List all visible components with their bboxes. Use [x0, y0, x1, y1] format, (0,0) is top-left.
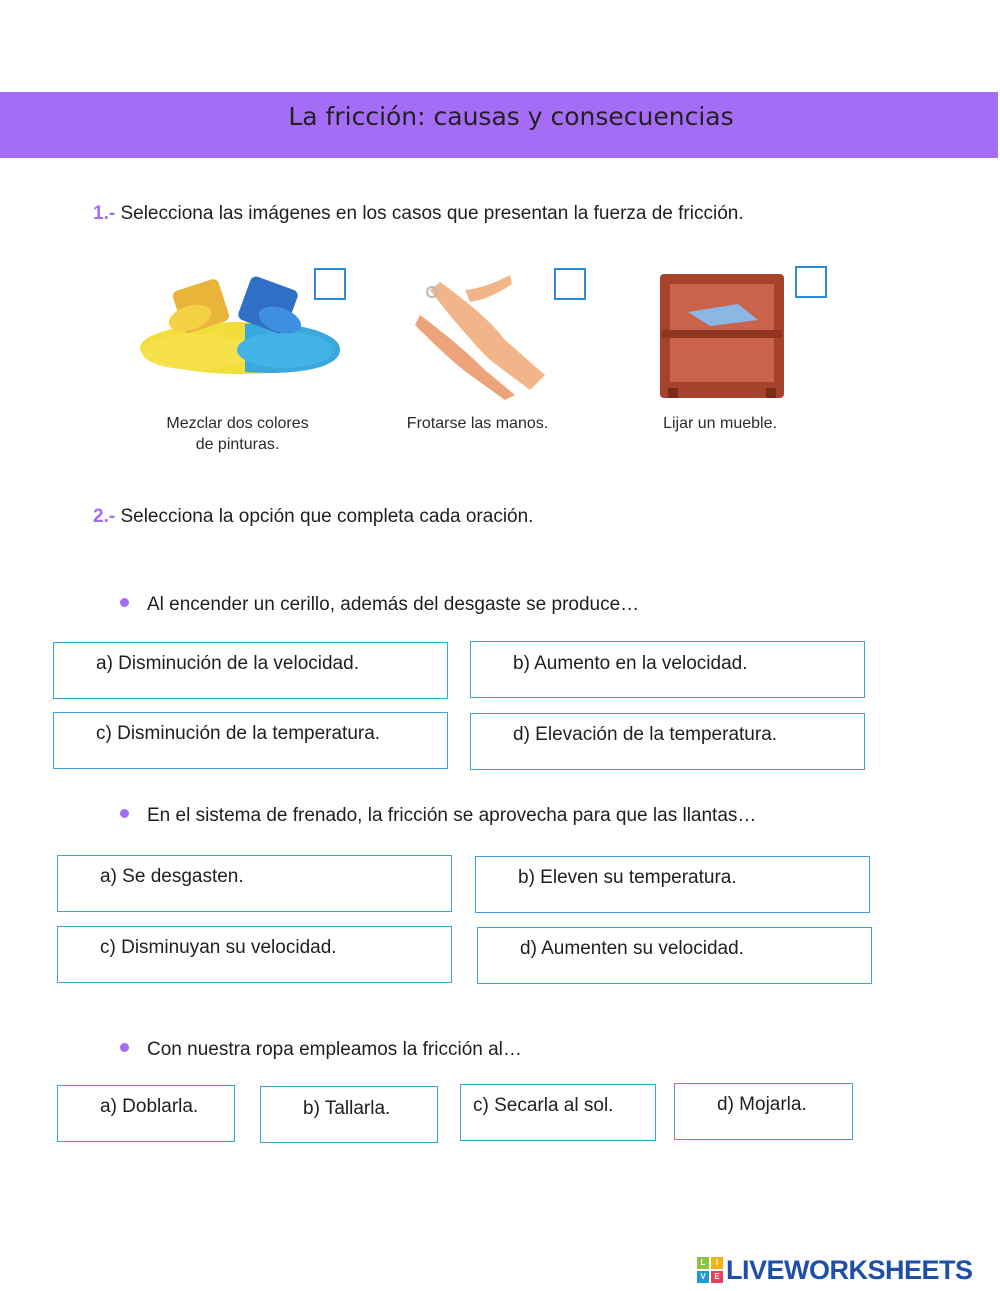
sentence-1: Al encender un cerillo, además del desgaste se produce… [120, 594, 639, 616]
question-2 [93, 506, 533, 528]
option-1d[interactable]: d) Elevación de la temperatura. [470, 713, 865, 770]
select-image-1-checkbox[interactable] [314, 268, 346, 300]
bullet-icon [120, 809, 129, 818]
option-3c[interactable]: c) Secarla al sol. [460, 1084, 656, 1141]
question-1-text: Selecciona las imágenes en los casos que presentan la fuerza de fricción. [120, 203, 744, 224]
option-1b[interactable]: b) Aumento en la velocidad. [470, 641, 865, 698]
furniture-sanding-icon [658, 272, 788, 402]
page-title: La fricción: causas y consecuencias [288, 102, 734, 131]
question-1 [93, 203, 744, 225]
select-image-2-checkbox[interactable] [554, 268, 586, 300]
question-1-number: 1.- [93, 203, 116, 224]
liveworksheets-logo: L I V E LIVEWORKSHEETS [697, 1255, 973, 1285]
sentence-3: Con nuestra ropa empleamos la fricción al… [120, 1039, 522, 1061]
bullet-icon [120, 598, 129, 607]
option-3a[interactable]: a) Doblarla. [57, 1085, 235, 1142]
option-1a[interactable]: a) Disminución de la velocidad. [53, 642, 448, 699]
sentence-2: En el sistema de frenado, la fricción se aprovecha para que las llantas… [120, 805, 756, 827]
option-3b[interactable]: b) Tallarla. [260, 1086, 438, 1143]
option-1c[interactable]: c) Disminución de la temperatura. [53, 712, 448, 769]
logo-grid-icon: L I V E [697, 1257, 723, 1283]
caption-furniture: Lijar un mueble. [663, 415, 777, 432]
caption-hands: Frotarse las manos. [406, 415, 549, 432]
bullet-icon [120, 1043, 129, 1052]
option-2d[interactable]: d) Aumenten su velocidad. [477, 927, 872, 984]
option-2c[interactable]: c) Disminuyan su velocidad. [57, 926, 452, 983]
option-2a[interactable]: a) Se desgasten. [57, 855, 452, 912]
option-2b[interactable]: b) Eleven su temperatura. [475, 856, 870, 913]
question-2-text: Selecciona la opción que completa cada oración. [120, 506, 534, 527]
select-image-3-checkbox[interactable] [795, 266, 827, 298]
caption-paint: Mezclar dos colores de pinturas. [166, 415, 309, 453]
rubbing-hands-icon [410, 270, 550, 400]
question-1-image-area [130, 248, 830, 463]
option-3d[interactable]: d) Mojarla. [674, 1083, 853, 1140]
question-2-number: 2.- [93, 506, 116, 527]
